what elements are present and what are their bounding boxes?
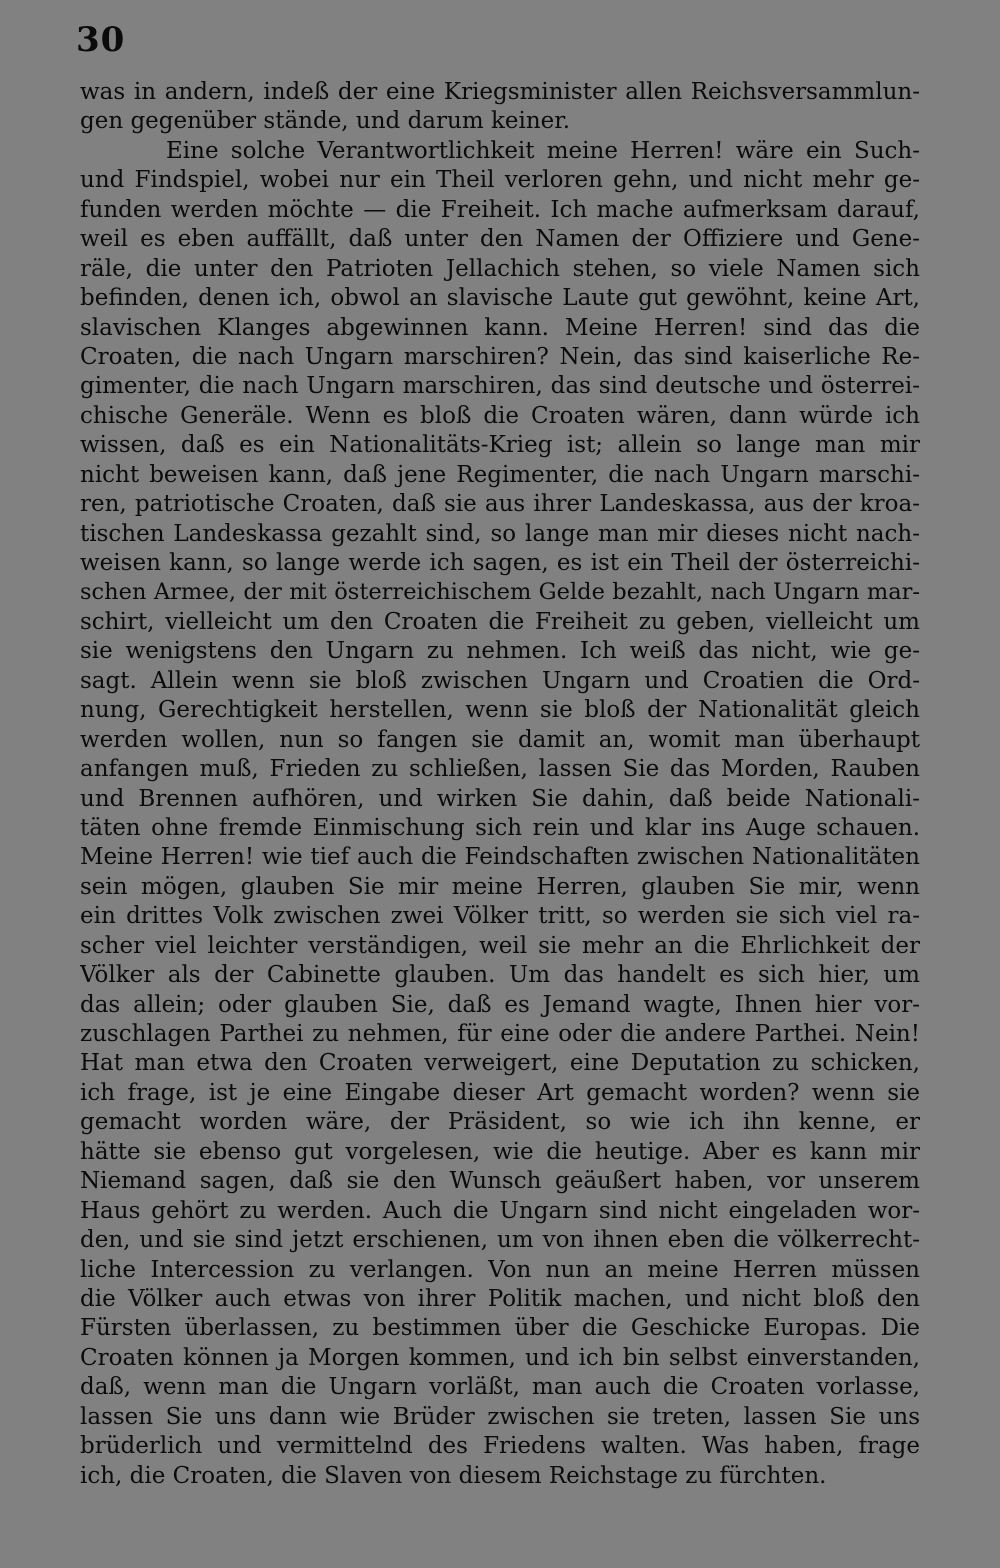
text-line: schirt, vielleicht um den Croaten die Freiheit zu geben, vielleicht um: [80, 608, 920, 635]
text-line: Croaten, die nach Ungarn marschiren? Nein, das sind kaiserliche Re-: [80, 343, 920, 370]
text-line: ich frage, ist je eine Eingabe dieser Art gemacht worden? wenn sie: [80, 1079, 920, 1106]
text-line: den, und sie sind jetzt erschienen, um von ihnen eben die völkerrecht-: [80, 1227, 920, 1254]
text-line: Völker als der Cabinette glauben. Um das handelt es sich hier, um: [80, 962, 920, 989]
text-line: slavischen Klanges abgewinnen kann. Meine Herren! sind das die: [80, 314, 920, 341]
text-line: sein mögen, glauben Sie mir meine Herren, glauben Sie mir, wenn: [80, 873, 920, 900]
text-line: die Völker auch etwas von ihrer Politik machen, und nicht bloß den: [80, 1285, 920, 1312]
text-line: lassen Sie uns dann wie Brüder zwischen sie treten, lassen Sie uns: [80, 1403, 920, 1430]
text-line: befinden, denen ich, obwol an slavische Laute gut gewöhnt, keine Art,: [80, 285, 920, 312]
text-line: liche Intercession zu verlangen. Von nun an meine Herren müssen: [80, 1256, 920, 1283]
text-line: täten ohne fremde Einmischung sich rein und klar ins Auge schauen.: [80, 814, 920, 841]
text-line: und Brennen aufhören, und wirken Sie dahin, daß beide Nationali-: [80, 785, 920, 812]
page-number: 30: [76, 20, 126, 60]
body-text: [80, 78, 920, 1491]
text-line: gemacht worden wäre, der Präsident, so wie ich ihn kenne, er: [80, 1109, 920, 1136]
text-line: nung, Gerechtigkeit herstellen, wenn sie bloß der Nationalität gleich: [80, 697, 920, 724]
text-line: schen Armee, der mit österreichischem Gelde bezahlt, nach Ungarn mar-: [80, 579, 920, 606]
text-line: Fürsten überlassen, zu bestimmen über die Geschicke Europas. Die: [80, 1315, 920, 1342]
text-line: Hat man etwa den Croaten verweigert, eine Deputation zu schicken,: [80, 1050, 920, 1077]
text-line: Croaten können ja Morgen kommen, und ich bin selbst einverstanden,: [80, 1344, 920, 1371]
text-line: Meine Herren! wie tief auch die Feindschaften zwischen Nationalitäten: [80, 844, 920, 871]
text-line: Eine solche Verantwortlichkeit meine Herren! wäre ein Such-: [166, 137, 920, 164]
text-line: anfangen muß, Frieden zu schließen, lassen Sie das Morden, Rauben: [80, 756, 920, 783]
text-line: Niemand sagen, daß sie den Wunsch geäußert haben, vor unserem: [80, 1168, 920, 1195]
text-line: sagt. Allein wenn sie bloß zwischen Ungarn und Croatien die Ord-: [80, 667, 920, 694]
text-line: sie wenigstens den Ungarn zu nehmen. Ich weiß das nicht, wie ge-: [80, 638, 920, 665]
text-line: wissen, daß es ein Nationalitäts-Krieg ist; allein so lange man mir: [80, 432, 920, 459]
text-line: gimenter, die nach Ungarn marschiren, das sind deutsche und österrei-: [80, 373, 920, 400]
text-line: Haus gehört zu werden. Auch die Ungarn sind nicht eingeladen wor-: [80, 1197, 920, 1224]
text-line: und Findspiel, wobei nur ein Theil verloren gehn, und nicht mehr ge-: [80, 167, 920, 194]
text-line: ren, patriotische Croaten, daß sie aus ihrer Landeskassa, aus der kroa-: [80, 491, 920, 518]
text-line: hätte sie ebenso gut vorgelesen, wie die heutige. Aber es kann mir: [80, 1138, 920, 1165]
text-line: gen gegenüber stände, und darum keiner.: [80, 108, 571, 135]
text-line: daß, wenn man die Ungarn vorläßt, man auch die Croaten vorlasse,: [80, 1374, 920, 1401]
text-line: nicht beweisen kann, daß jene Regimenter, die nach Ungarn marschi-: [80, 461, 920, 488]
text-line: tischen Landeskassa gezahlt sind, so lange man mir dieses nicht nach-: [80, 520, 920, 547]
text-line: weil es eben auffällt, daß unter den Namen der Offiziere und Gene-: [80, 226, 920, 253]
text-line: brüderlich und vermittelnd des Friedens walten. Was haben, frage: [80, 1433, 920, 1460]
text-line: das allein; oder glauben Sie, daß es Jemand wagte, Ihnen hier vor-: [80, 991, 920, 1018]
text-line: was in andern, indeß der eine Kriegsminister allen Reichsversammlun-: [80, 79, 920, 105]
text-line: ich, die Croaten, die Slaven von diesem Reichstage zu fürchten.: [80, 1462, 827, 1489]
text-line: werden wollen, nun so fangen sie damit an, womit man überhaupt: [80, 726, 920, 753]
text-line: zuschlagen Parthei zu nehmen, für eine oder die andere Parthei. Nein!: [80, 1021, 920, 1047]
text-line: scher viel leichter verständigen, weil sie mehr an die Ehrlichkeit der: [80, 932, 920, 959]
text-line: weisen kann, so lange werde ich sagen, es ist ein Theil der österreichi-: [80, 550, 920, 576]
text-line: räle, die unter den Patrioten Jellachich stehen, so viele Namen sich: [80, 255, 920, 282]
text-line: funden werden möchte — die Freiheit. Ich mache aufmerksam darauf,: [80, 196, 920, 223]
text-line: chische Generäle. Wenn es bloß die Croaten wären, dann würde ich: [80, 402, 920, 429]
text-line: ein drittes Volk zwischen zwei Völker tritt, so werden sie sich viel ra-: [80, 903, 920, 930]
